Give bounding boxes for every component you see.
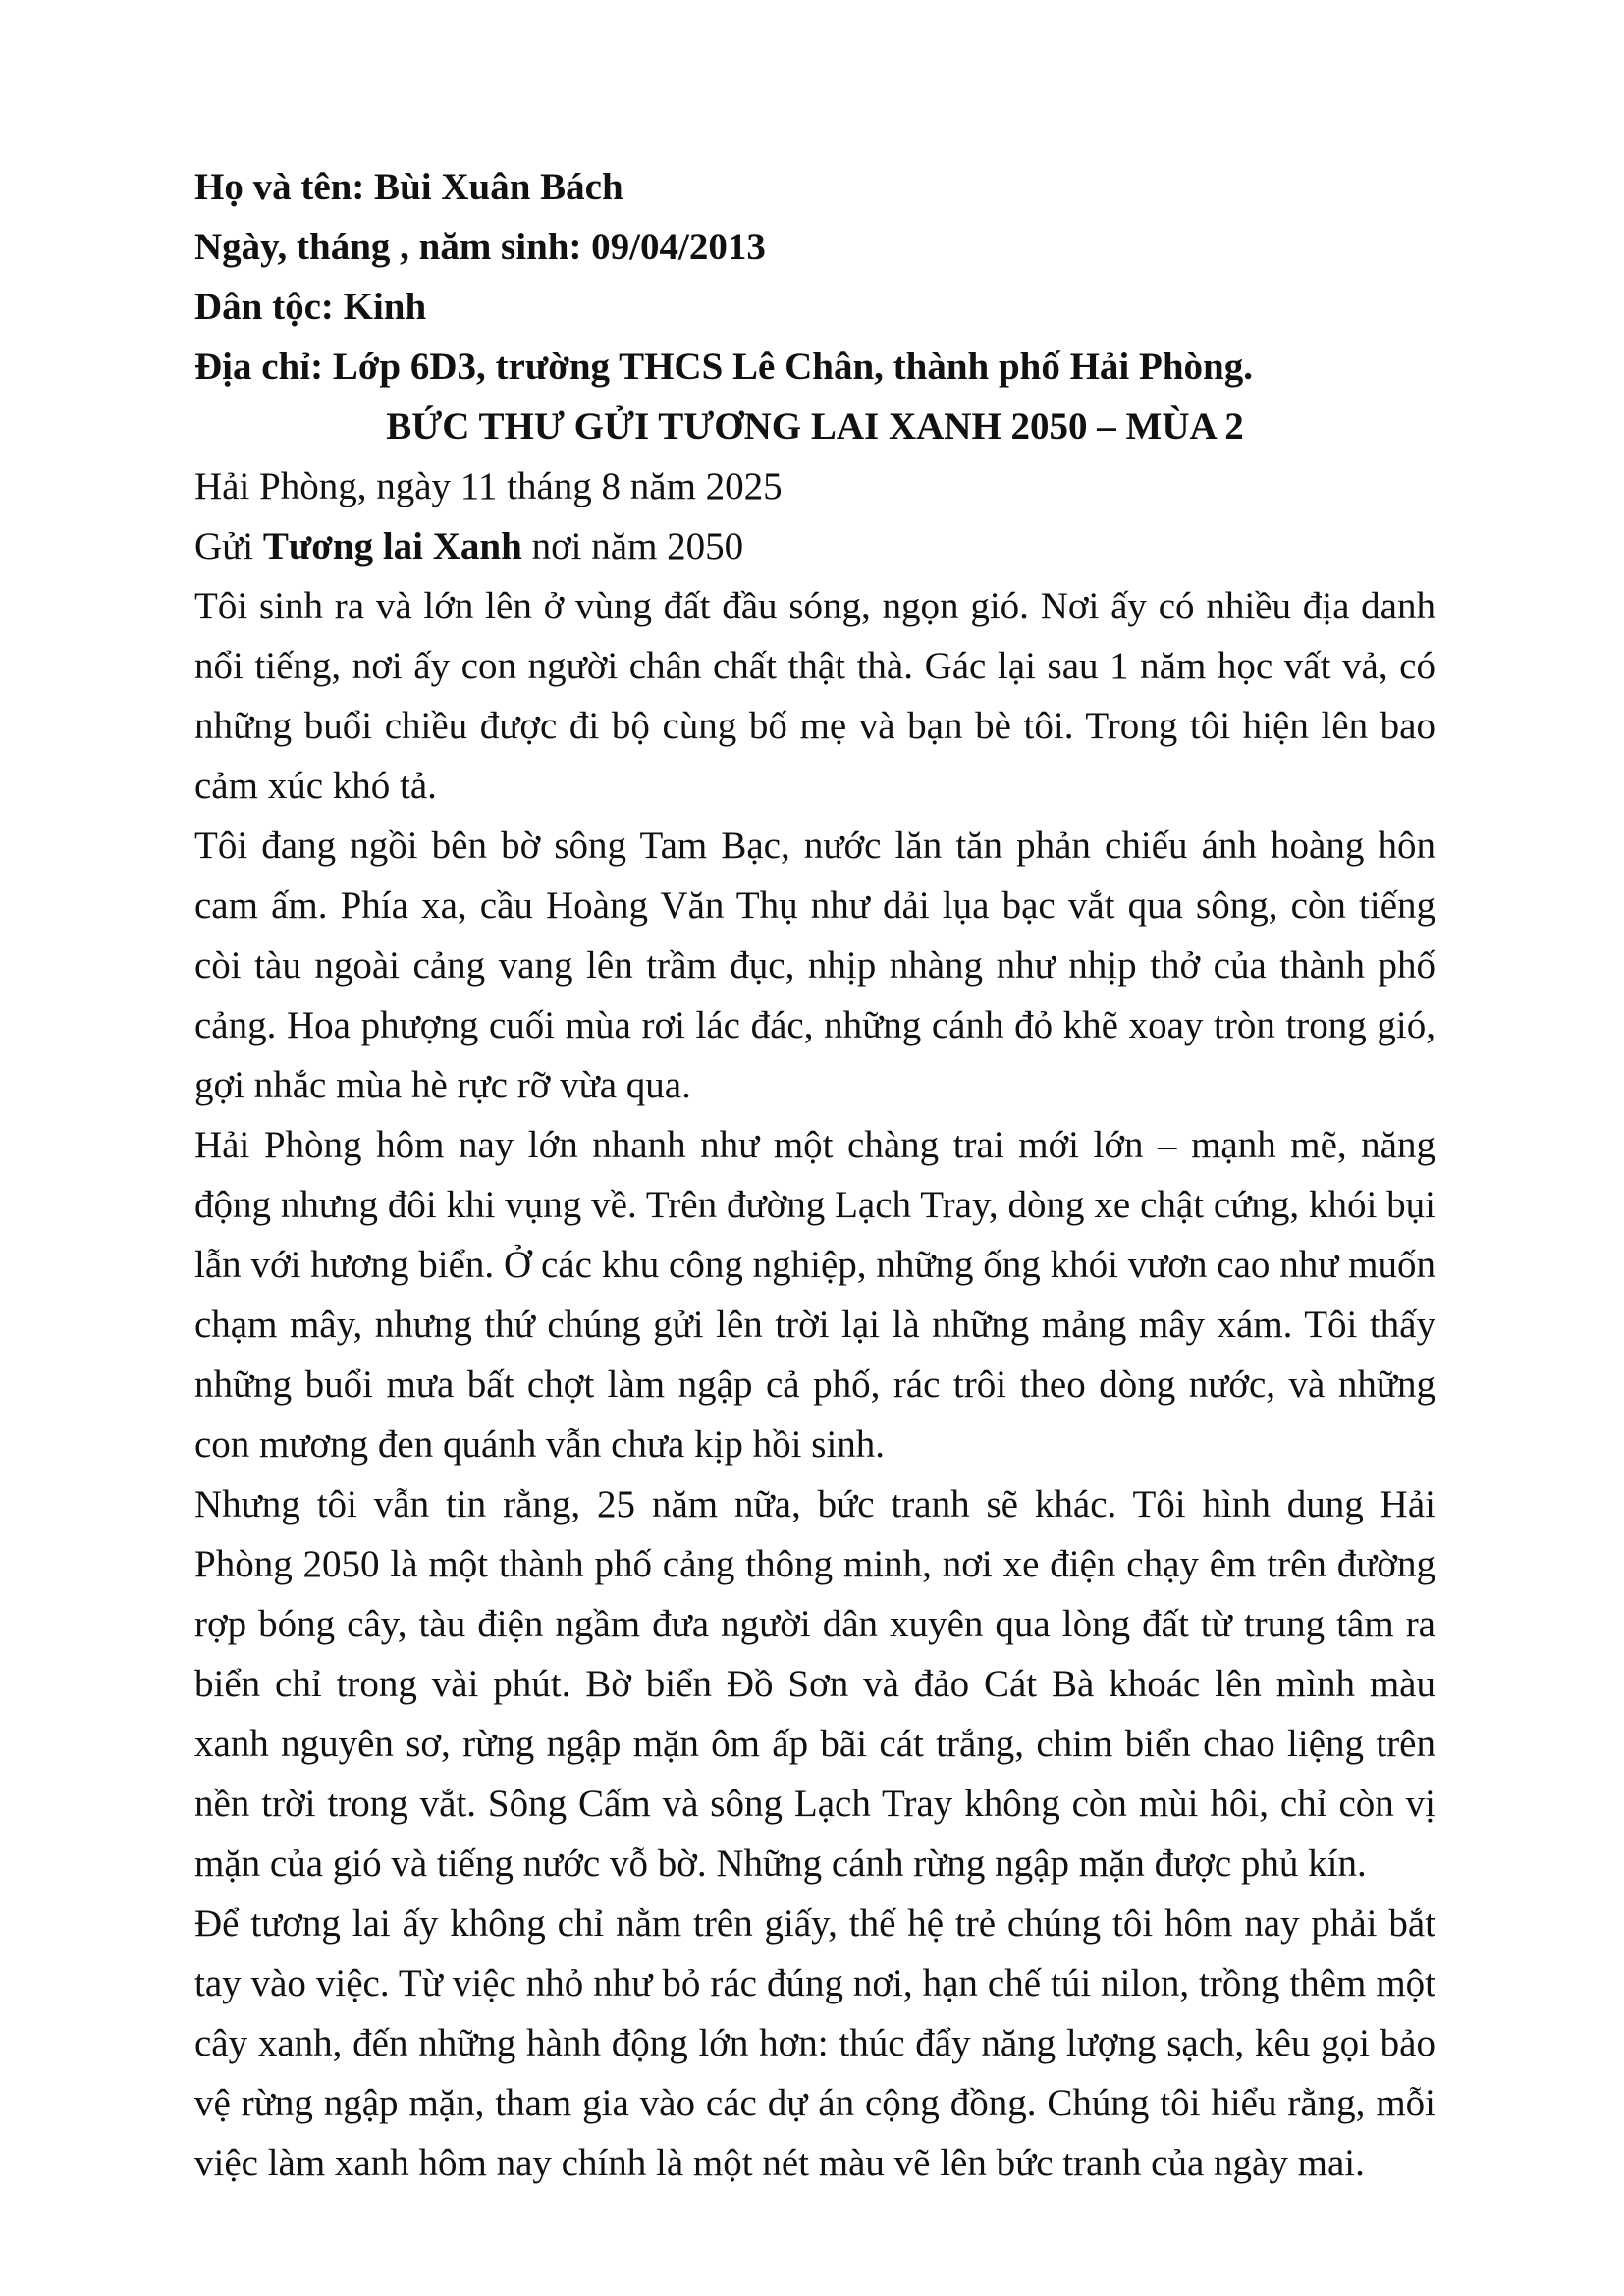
letter-title: BỨC THƯ GỬI TƯƠNG LAI XANH 2050 – MÙA 2: [386, 405, 1244, 448]
paragraph-4: Nhưng tôi vẫn tin rằng, 25 năm nữa, bức tranh sẽ khác. Tôi hình dung Hải Phòng 2050 là một thành phố cảng thông minh, nơi xe điện chạy êm trên đường rợp bóng cây, tàu điện ngầm đưa người dân xuyên qua lòng đất từ trung tâm ra biển chỉ trong vài phút. Bờ biển Đồ Sơn và đảo Cát Bà khoác lên mình màu xanh nguyên sơ, rừng ngập mặn ôm ấp bãi cát trắng, chim biển chao liệng trên nền trời trong vắt. Sông Cấm và sông Lạch Tray không còn mùi hôi, chỉ còn vị mặn của gió và tiếng nước vỗ bờ. Những cánh rừng ngập mặn được phủ kín.: [194, 1483, 1435, 1885]
salutation-prefix: Gửi: [194, 525, 263, 567]
address: Địa chỉ: Lớp 6D3, trường THCS Lê Chân, thành phố Hải Phòng.: [194, 346, 1253, 388]
paragraph-1: Tôi sinh ra và lớn lên ở vùng đất đầu sóng, ngọn gió. Nơi ấy có nhiều địa danh nổi tiếng, nơi ấy con người chân chất thật thà. Gác lại sau 1 năm học vất vả, có những buổi chiều được đi bộ cùng bố mẹ và bạn bè tôi. Trong tôi hiện lên bao cảm xúc khó tả.: [194, 585, 1435, 807]
document-page: [194, 157, 1435, 2193]
ethnicity: Dân tộc: Kinh: [194, 286, 427, 328]
date-of-birth: Ngày, tháng , năm sinh: 09/04/2013: [194, 226, 766, 268]
paragraph-3: Hải Phòng hôm nay lớn nhanh như một chàng trai mới lớn – mạnh mẽ, năng động nhưng đôi khi vụng về. Trên đường Lạch Tray, dòng xe chật cứng, khói bụi lẫn với hương biển. Ở các khu công nghiệp, những ống khói vươn cao như muốn chạm mây, nhưng thứ chúng gửi lên trời lại là những mảng mây xám. Tôi thấy những buổi mưa bất chợt làm ngập cả phố, rác trôi theo dòng nước, và những con mương đen quánh vẫn chưa kịp hồi sinh.: [194, 1124, 1435, 1466]
paragraph-2: Tôi đang ngồi bên bờ sông Tam Bạc, nước lăn tăn phản chiếu ánh hoàng hôn cam ấm. Phía xa, cầu Hoàng Văn Thụ như dải lụa bạc vắt qua sông, còn tiếng còi tàu ngoài cảng vang lên trầm đục, nhịp nhàng như nhịp thở của thành phố cảng. Hoa phượng cuối mùa rơi lác đác, những cánh đỏ khẽ xoay tròn trong gió, gợi nhắc mùa hè rực rỡ vừa qua.: [194, 825, 1435, 1106]
salutation-suffix: nơi năm 2050: [521, 525, 744, 567]
place-date: Hải Phòng, ngày 11 tháng 8 năm 2025: [194, 465, 783, 507]
student-name: Họ và tên: Bùi Xuân Bách: [194, 166, 623, 208]
salutation-recipient: Tương lai Xanh: [262, 525, 522, 567]
salutation: [194, 516, 1435, 576]
paragraph-5: Để tương lai ấy không chỉ nằm trên giấy, thế hệ trẻ chúng tôi hôm nay phải bắt tay vào việc. Từ việc nhỏ như bỏ rác đúng nơi, hạn chế túi nilon, trồng thêm một cây xanh, đến những hành động lớn hơn: thúc đẩy năng lượng sạch, kêu gọi bảo vệ rừng ngập mặn, tham gia vào các dự án cộng đồng. Chúng tôi hiểu rằng, mỗi việc làm xanh hôm nay chính là một nét màu vẽ lên bức tranh của ngày mai.: [194, 1902, 1435, 2184]
